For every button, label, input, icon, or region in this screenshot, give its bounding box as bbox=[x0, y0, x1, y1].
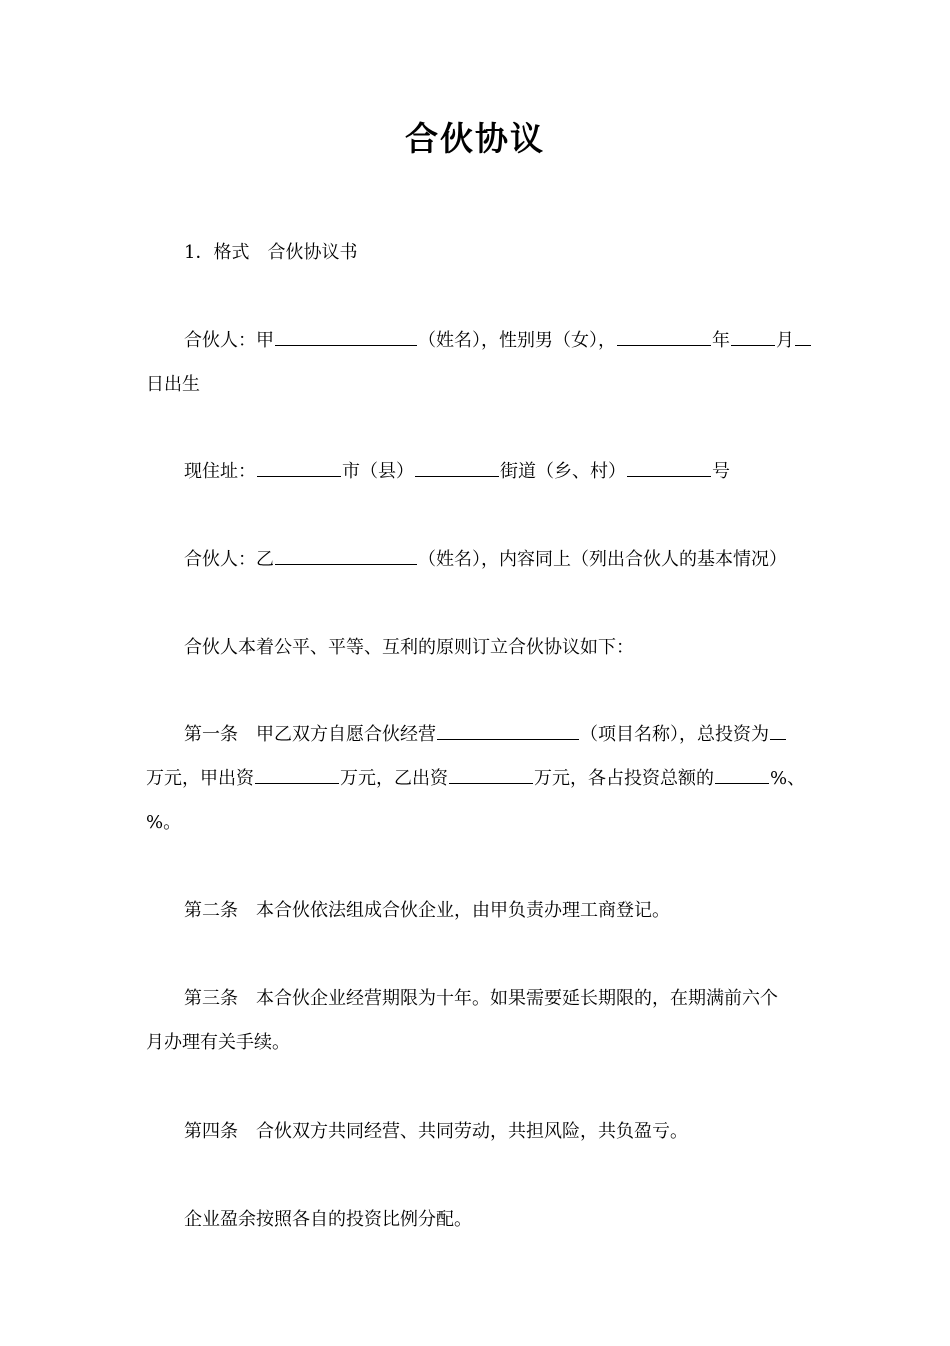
address-line bbox=[184, 459, 730, 485]
birth-year-blank[interactable] bbox=[617, 329, 711, 346]
article3-line1 bbox=[184, 986, 778, 1012]
address-street-blank[interactable] bbox=[415, 460, 499, 477]
article3-text-b: 月办理有关手续。 bbox=[146, 1032, 290, 1053]
article1-text-a: 甲乙双方自愿合伙经营 bbox=[256, 724, 436, 745]
article4-line bbox=[184, 1119, 688, 1145]
birth-year-label: 年 bbox=[712, 330, 730, 351]
format-line bbox=[184, 240, 357, 266]
total-investment-blank[interactable] bbox=[770, 723, 786, 740]
article2-heading: 第二条 bbox=[184, 900, 238, 921]
birth-month-label: 月 bbox=[776, 330, 794, 351]
birth-month-blank[interactable] bbox=[731, 329, 775, 346]
address-street-label: 街道（乡、村） bbox=[500, 461, 626, 482]
b-investment-blank[interactable] bbox=[449, 767, 533, 784]
article2-line bbox=[184, 898, 670, 924]
partner-a-name-blank[interactable] bbox=[275, 329, 417, 346]
article3-line2 bbox=[146, 1030, 290, 1056]
format-text: 1．格式 合伙协议书 bbox=[184, 242, 358, 263]
partner-b-line bbox=[184, 547, 787, 573]
partner-b-label: 合伙人：乙 bbox=[184, 549, 274, 570]
partner-a-birth-line bbox=[146, 372, 200, 398]
profit-line bbox=[184, 1207, 472, 1233]
preamble-text: 合伙人本着公平、平等、互利的原则订立合伙协议如下： bbox=[184, 637, 634, 658]
birth-day-label: 日出生 bbox=[146, 374, 200, 395]
article1-line1 bbox=[184, 722, 787, 748]
article1-heading: 第一条 bbox=[184, 724, 238, 745]
partner-a-name-hint: （姓名），性别男（女）， bbox=[418, 330, 616, 351]
article4-text: 合伙双方共同经营、共同劳动，共担风险，共负盈亏。 bbox=[256, 1121, 688, 1142]
address-number-blank[interactable] bbox=[627, 460, 711, 477]
partner-a-line bbox=[184, 328, 812, 354]
partner-b-rest: （姓名），内容同上（列出合伙人的基本情况） bbox=[418, 549, 787, 570]
article1-text-c: 万元，甲出资 bbox=[146, 768, 254, 789]
article2-text: 本合伙依法组成合伙企业，由甲负责办理工商登记。 bbox=[256, 900, 670, 921]
document-title: 合伙协议 bbox=[405, 119, 545, 158]
article3-heading: 第三条 bbox=[184, 988, 238, 1009]
partner-b-name-blank[interactable] bbox=[275, 548, 417, 565]
article1-line2 bbox=[146, 766, 805, 792]
article1-line3 bbox=[146, 810, 181, 836]
address-number-label: 号 bbox=[712, 461, 730, 482]
article1-text-f: %、 bbox=[770, 768, 806, 789]
a-percent-blank[interactable] bbox=[715, 767, 769, 784]
address-city-blank[interactable] bbox=[257, 460, 341, 477]
article1-text-g: %。 bbox=[146, 812, 182, 833]
a-investment-blank[interactable] bbox=[255, 767, 339, 784]
article1-text-e: 万元，各占投资总额的 bbox=[534, 768, 714, 789]
article4-heading: 第四条 bbox=[184, 1121, 238, 1142]
partner-a-label: 合伙人：甲 bbox=[184, 330, 274, 351]
address-city-label: 市（县） bbox=[342, 461, 414, 482]
preamble-line bbox=[184, 635, 634, 661]
address-label: 现住址： bbox=[184, 461, 256, 482]
article1-text-d: 万元，乙出资 bbox=[340, 768, 448, 789]
article3-text-a: 本合伙企业经营期限为十年。如果需要延长期限的，在期满前六个 bbox=[256, 988, 778, 1009]
birth-day-blank[interactable] bbox=[795, 329, 811, 346]
profit-text: 企业盈余按照各自的投资比例分配。 bbox=[184, 1209, 472, 1230]
article1-text-b: （项目名称），总投资为 bbox=[580, 724, 769, 745]
project-name-blank[interactable] bbox=[437, 723, 579, 740]
